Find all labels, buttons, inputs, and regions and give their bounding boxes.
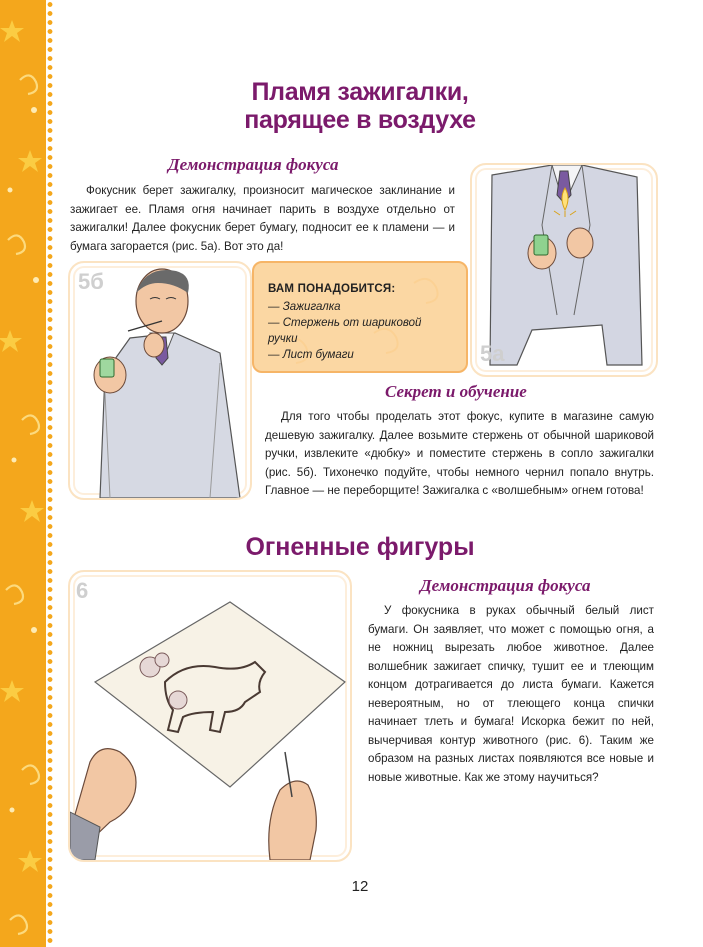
- section-title-fire-figures: Огненные фигуры: [245, 533, 475, 561]
- materials-box: [252, 261, 468, 373]
- stars-swirls-pattern: [0, 0, 46, 947]
- figure-5a-label: 5а: [480, 341, 505, 366]
- materials-list: [268, 299, 452, 363]
- materials-item: — Лист бумаги: [268, 349, 354, 361]
- section1-heading: Демонстрация фокуса: [168, 155, 339, 174]
- section2-text: Для того чтобы проделать этот фокус, купите в магазине самую дешевую зажигалку. Далее возьмите стержень от обычной шариковой ручки, извлеките «дюбку» и поместите стержень в сопло зажигалки (рис. 5б). Тихонечко подуйте, чтобы немного чернил попало внутрь. Главное — не переборщите! Зажигалка с «волшебным» огнем готова!: [265, 410, 654, 497]
- hands-holding-paper-illustration: [70, 572, 350, 860]
- side-decoration-strip: [0, 0, 46, 947]
- materials-item: — Зажигалка: [268, 301, 341, 313]
- figure-5a: [470, 163, 658, 377]
- page-title: [200, 78, 520, 134]
- section3-text: У фокусника в руках обычный белый лист бумаги. Он заявляет, что может с помощью огня, а не ножниц вырезать любое животное. Далее волшебник зажигает спичку, тушит ее и тлеющим концом дотрагивается до листа бумаги. Кажется невероятным, но от тлеющего конца спички начинает тлеть и бумага! Искорка бежит по ней, вычерчивая контур животного (рис. 6). Таким же образом на разных листах появляются все новые и новые животные. Как же этому научиться?: [368, 604, 654, 784]
- page-title-line1: Пламя зажигалки,: [251, 78, 469, 106]
- man-blowing-into-lighter-illustration: [70, 263, 250, 498]
- figure-6: [68, 570, 352, 862]
- materials-item: — Стержень от шариковой ручки: [268, 317, 422, 345]
- page-title-line2: парящее в воздухе: [244, 106, 476, 134]
- materials-title: ВАМ ПОНАДОБИТСЯ:: [268, 283, 396, 295]
- page-number: 12: [351, 878, 369, 895]
- section2-heading: Секрет и обучение: [385, 382, 527, 401]
- section3-heading: Демонстрация фокуса: [420, 576, 591, 595]
- dotted-border: [46, 0, 54, 947]
- figure-5b: [68, 261, 252, 500]
- figure-5b-label: 5б: [78, 269, 104, 294]
- figure-6-label: 6: [76, 578, 89, 603]
- section1-text: Фокусник берет зажигалку, произносит магическое заклинание и зажигает ее. Пламя огня начинает парить в воздухе отдельно от зажигалки! Далее фокусник берет бумагу, подносит ее к пламени — и бумага загорается (рис. 5а). Вот это да!: [70, 184, 455, 253]
